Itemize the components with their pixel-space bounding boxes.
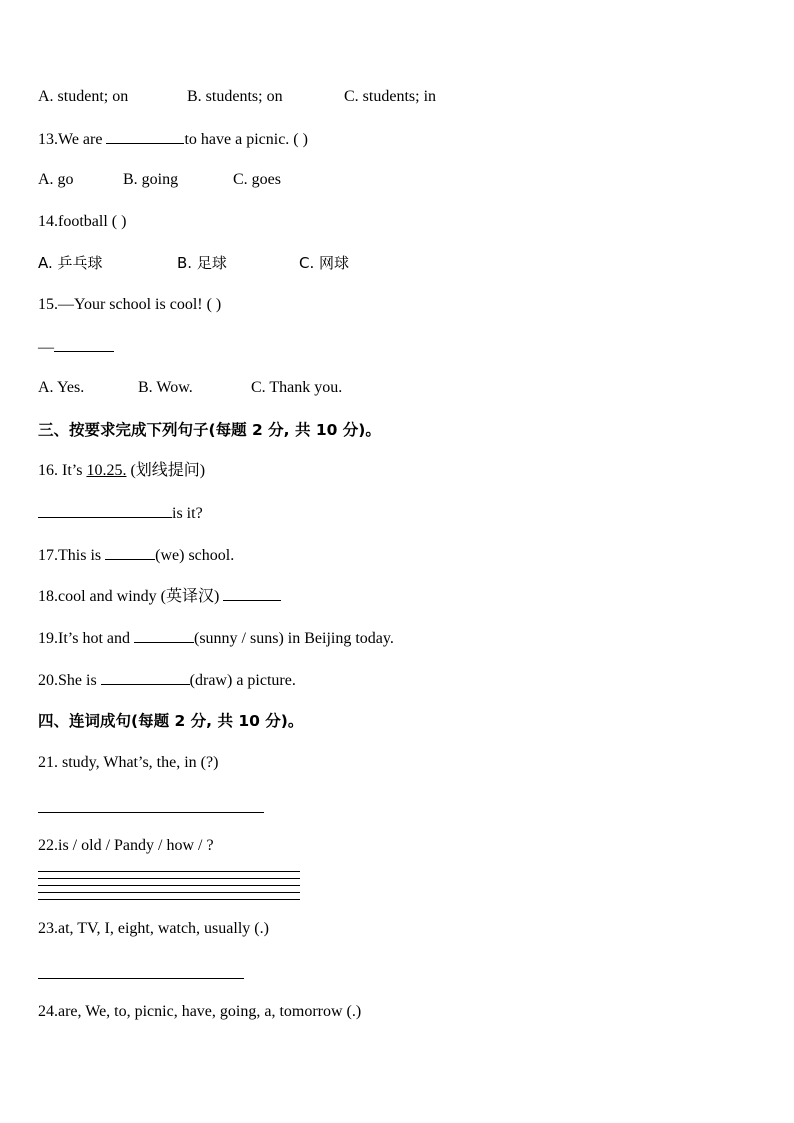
q14-option-a: A. 乒乓球 xyxy=(38,254,103,272)
section-3-heading: 三、按要求完成下列句子(每题 2 分, 共 10 分)。 xyxy=(38,421,381,439)
q13-answer-blank[interactable] xyxy=(106,129,184,144)
q16-text-pre: 16. It’s xyxy=(38,462,87,479)
q19-text-pre: 19.It’s hot and xyxy=(38,630,134,647)
q19-question xyxy=(38,628,394,649)
q15-options xyxy=(38,378,342,398)
q14-option-b: B. 足球 xyxy=(177,254,227,272)
q15-option-b: B. Wow. xyxy=(138,379,193,396)
q17-question xyxy=(38,545,234,566)
q15-question: 15.—Your school is cool! ( ) xyxy=(38,296,222,313)
q16-text-post: (划线提问) xyxy=(126,462,206,479)
q13-text-post: to have a picnic. ( ) xyxy=(184,131,308,148)
q20-question xyxy=(38,670,296,691)
q18-answer-blank[interactable] xyxy=(223,586,281,601)
q14-option-c: C. 网球 xyxy=(299,254,350,272)
q20-answer-blank[interactable] xyxy=(101,670,190,685)
q15-option-a: A. Yes. xyxy=(38,379,85,396)
q22-answer-line-3[interactable] xyxy=(38,885,300,886)
q12-option-b: B. students; on xyxy=(187,88,283,105)
q14-options xyxy=(38,253,349,273)
q22-answer-line-1[interactable] xyxy=(38,871,300,872)
q19-answer-blank[interactable] xyxy=(134,628,194,643)
q13-question xyxy=(38,129,308,150)
q16-answer-line xyxy=(38,503,203,524)
q13-options xyxy=(38,170,281,190)
q23-question: 23.at, TV, I, eight, watch, usually (.) xyxy=(38,920,269,937)
q17-text-pre: 17.This is xyxy=(38,547,106,564)
q23-answer-line[interactable] xyxy=(38,978,244,979)
q16-underlined-part: 10.25. xyxy=(86,462,127,479)
q22-answer-line-2[interactable] xyxy=(38,878,300,879)
q17-text-post: (we) school. xyxy=(155,547,235,564)
q16-answer-blank[interactable] xyxy=(38,503,172,518)
q13-option-c: C. goes xyxy=(233,171,281,188)
q21-answer-line[interactable] xyxy=(38,812,264,813)
q22-question: 22.is / old / Pandy / how / ? xyxy=(38,837,214,854)
q15-answer-line xyxy=(38,337,114,358)
q18-text-pre: 18.cool and windy (英译汉) xyxy=(38,588,224,605)
q12-option-c: C. students; in xyxy=(344,88,437,105)
q16-question xyxy=(38,461,205,481)
q14-question: 14.football ( ) xyxy=(38,213,127,230)
q15-option-c: C. Thank you. xyxy=(251,379,343,396)
q12-options xyxy=(38,87,436,107)
section-4-heading: 四、连词成句(每题 2 分, 共 10 分)。 xyxy=(38,712,304,730)
q22-answer-line-5[interactable] xyxy=(38,899,300,900)
q19-text-post: (sunny / suns) in Beijing today. xyxy=(194,630,394,647)
q20-text-post: (draw) a picture. xyxy=(189,672,296,689)
q17-answer-blank[interactable] xyxy=(105,545,155,560)
q12-option-a: A. student; on xyxy=(38,88,129,105)
q15-answer-blank[interactable] xyxy=(54,337,114,352)
q21-question: 21. study, What’s, the, in (?) xyxy=(38,754,219,771)
q24-question: 24.are, We, to, picnic, have, going, a, tomorrow (.) xyxy=(38,1003,362,1020)
q20-text-pre: 20.She is xyxy=(38,672,101,689)
q22-answer-line-4[interactable] xyxy=(38,892,300,893)
q13-text-pre: 13.We are xyxy=(38,131,107,148)
q13-option-b: B. going xyxy=(123,171,179,188)
q16-answer-post: is it? xyxy=(172,505,203,522)
q13-option-a: A. go xyxy=(38,171,74,188)
q15-answer-dash: — xyxy=(38,339,54,356)
q18-question xyxy=(38,586,281,607)
